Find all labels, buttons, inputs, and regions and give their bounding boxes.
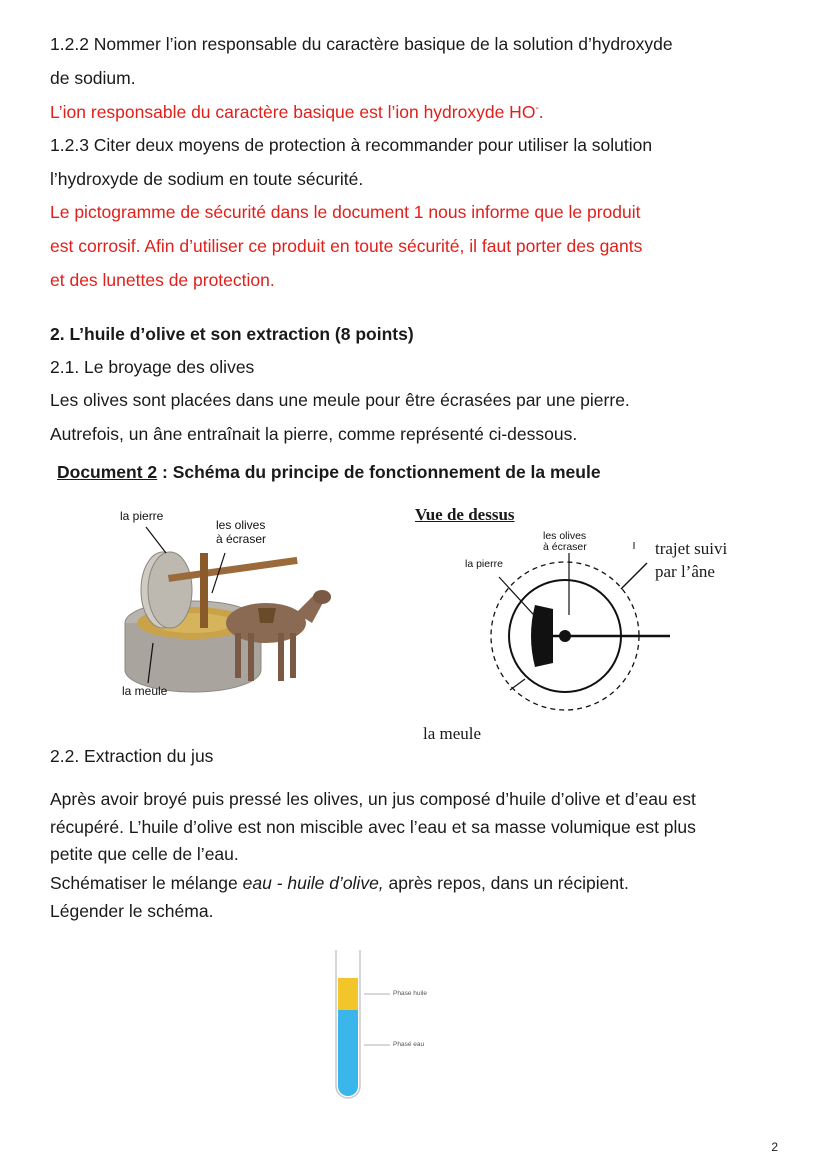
page-number: 2 [771,1140,778,1154]
document-2-title [57,462,601,483]
label-phase-eau: Phasé eau [393,1041,425,1048]
question-line1-emphasis: eau - huile d’olive, [242,873,384,893]
section-2-1-text [50,383,758,451]
document-2-heading: : Schéma du principe de fonctionnement de la meule [157,462,601,482]
label-les-olives-line1: les olives [216,518,266,532]
label-la-pierre: la pierre [120,509,164,523]
top-view-diagram [415,505,755,745]
section-2-title: 2. L’huile d’olive et son extraction (8 points) [50,324,414,344]
section-2-1-line2: Autrefois, un âne entraînait la pierre, comme représenté ci-dessous. [50,424,578,444]
question-line2: Légender le schéma. [50,900,214,921]
section-2-1-line1: Les olives sont placées dans une meule pour être écrasées par une pierre. [50,390,630,410]
label-phase-huile: Phase huile [393,990,427,997]
answer-1-2-2-text: L’ion responsable du caractère basique est l’ion hydroxyde HO [50,102,536,122]
section-2-2-title: 2.2. Extraction du jus [50,746,214,766]
label-trajet-line1: trajet suivi [655,539,728,558]
document-2-label: Document 2 [57,462,158,482]
label-top-olives-line1: les olives [543,530,587,542]
water-layer [338,1010,358,1096]
question-1-2-2-line1: 1.2.2 Nommer l’ion responsable du caractère basique de la solution d’hydroxyde [50,34,673,54]
section-2-1-title: 2.1. Le broyage des olives [50,357,255,377]
answer-1-2-3-line2: est corrosif. Afin d’utiliser ce produit en toute sécurité, il faut porter des gants [50,236,643,256]
label-top-olives-line2: à écraser [543,541,587,553]
label-la-meule: la meule [122,684,168,698]
label-top-la-meule: la meule [423,724,482,743]
answer-1-2-3-line3: et des lunettes de protection. [50,270,275,290]
answer-1-2-2 [50,95,758,129]
label-top-la-pierre: la pierre [465,558,503,570]
section-2-2-line2: récupéré. L’huile d’olive est non miscible avec l’eau et sa masse volumique est plus [50,816,696,837]
section-2-2-line1: Après avoir broyé puis pressé les olives, un jus composé d’huile d’olive et d’eau est [50,789,696,809]
test-tube-figure [330,948,480,1103]
question-1-2-2-line2: de sodium. [50,68,136,88]
section-2-2-question [50,870,758,925]
answer-1-2-3-line1: Le pictogramme de sécurité dans le document 1 nous informe que le produit [50,202,641,222]
question-1-2-3-line1: 1.2.3 Citer deux moyens de protection à recommander pour utiliser la solution [50,135,653,155]
millstone-illustration [108,505,338,715]
answer-1-2-2-end: . [538,102,544,122]
section-2-2-line3: petite que celle de l’eau. [50,844,239,864]
question-line1-end: après repos, dans un récipient. [383,873,629,893]
question-1-2-3-line2: l’hydroxyde de sodium en toute sécurité. [50,169,364,189]
answer-1-2-3 [50,195,758,297]
question-line1-start: Schématiser le mélange [50,873,243,893]
answer-1-2-2-sup: - [535,103,539,115]
label-vue-de-dessus: Vue de dessus [415,505,515,524]
section-2-2-paragraph [50,786,758,869]
oil-layer [338,978,358,1010]
label-les-olives-line2: à écraser [216,532,267,546]
label-trajet-line2: par l’âne [655,562,715,581]
test-tube-drawing [330,948,480,1103]
question-1-2-3 [50,128,758,196]
question-1-2-2 [50,27,758,95]
